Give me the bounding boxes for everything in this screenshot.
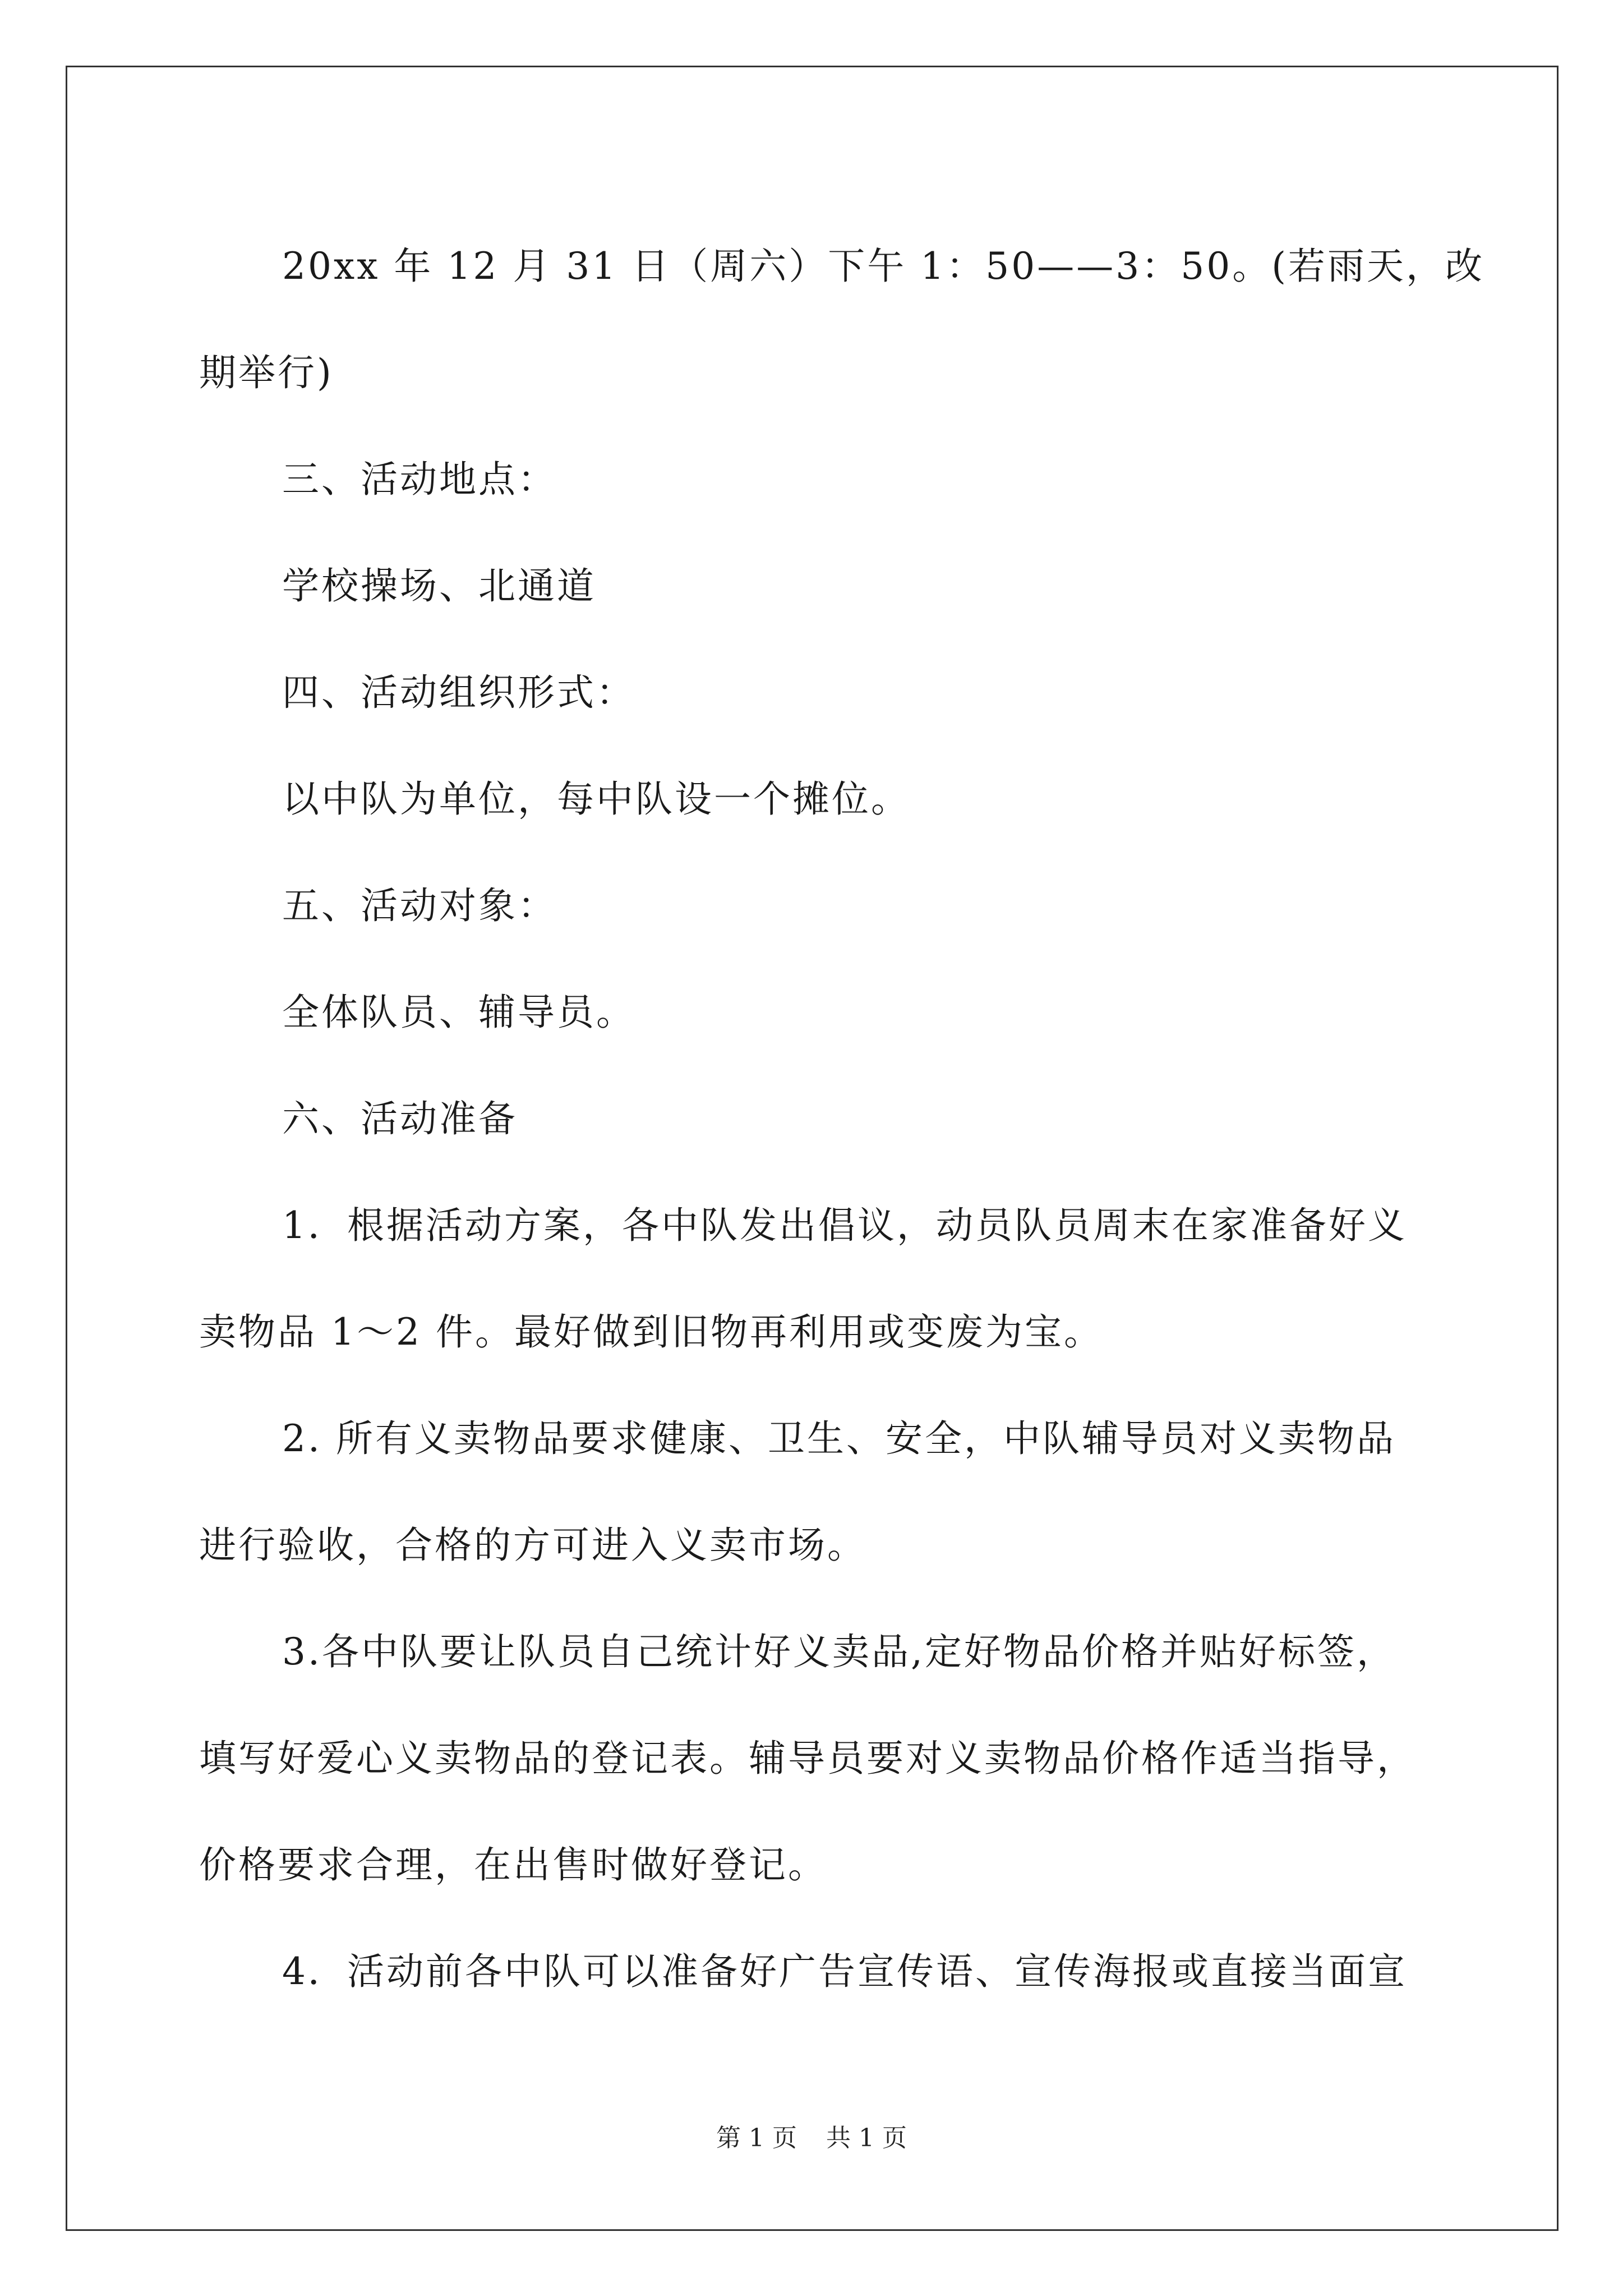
section-heading: 四、活动组织形式： — [282, 671, 635, 714]
paragraph-line: 卖物品 1～2 件。最好做到旧物再利用或变废为宝。 — [199, 1310, 1103, 1354]
paragraph-line: 4．活动前各中队可以准备好广告宣传语、宣传海报或直接当面宣 — [282, 1950, 1407, 1993]
paragraph-line: 20xx 年 12 月 31 日（周六）下午 1：50——3：50。(若雨天，改 — [282, 245, 1484, 288]
paragraph-line: 全体队员、辅导员。 — [282, 991, 635, 1034]
paragraph-line: 1．根据活动方案，各中队发出倡议，动员队员周末在家准备好义 — [282, 1204, 1407, 1247]
page-footer — [0, 2118, 1623, 2154]
document-body — [199, 213, 1484, 2025]
section-heading: 三、活动地点： — [282, 458, 557, 501]
paragraph-line: 2. 所有义卖物品要求健康、卫生、安全，中队辅导员对义卖物品 — [282, 1417, 1396, 1460]
page-number-current: 第 1 页 — [716, 2124, 797, 2152]
section-heading: 六、活动准备 — [282, 1097, 518, 1140]
paragraph-line: 填写好爱心义卖物品的登记表。辅导员要对义卖物品价格作适当指导， — [199, 1737, 1416, 1780]
paragraph-line: 以中队为单位，每中队设一个摊位。 — [282, 777, 910, 821]
paragraph-line: 3.各中队要让队员自己统计好义卖品,定好物品价格并贴好标签， — [282, 1630, 1396, 1673]
section-heading: 五、活动对象： — [282, 884, 557, 927]
paragraph-line: 期举行) — [199, 351, 334, 394]
paragraph-line: 学校操场、北通道 — [282, 564, 596, 608]
paragraph-line: 价格要求合理，在出售时做好登记。 — [199, 1843, 827, 1887]
page-number-total: 共 1 页 — [826, 2124, 907, 2152]
paragraph-line: 进行验收，合格的方可进入义卖市场。 — [199, 1524, 866, 1567]
